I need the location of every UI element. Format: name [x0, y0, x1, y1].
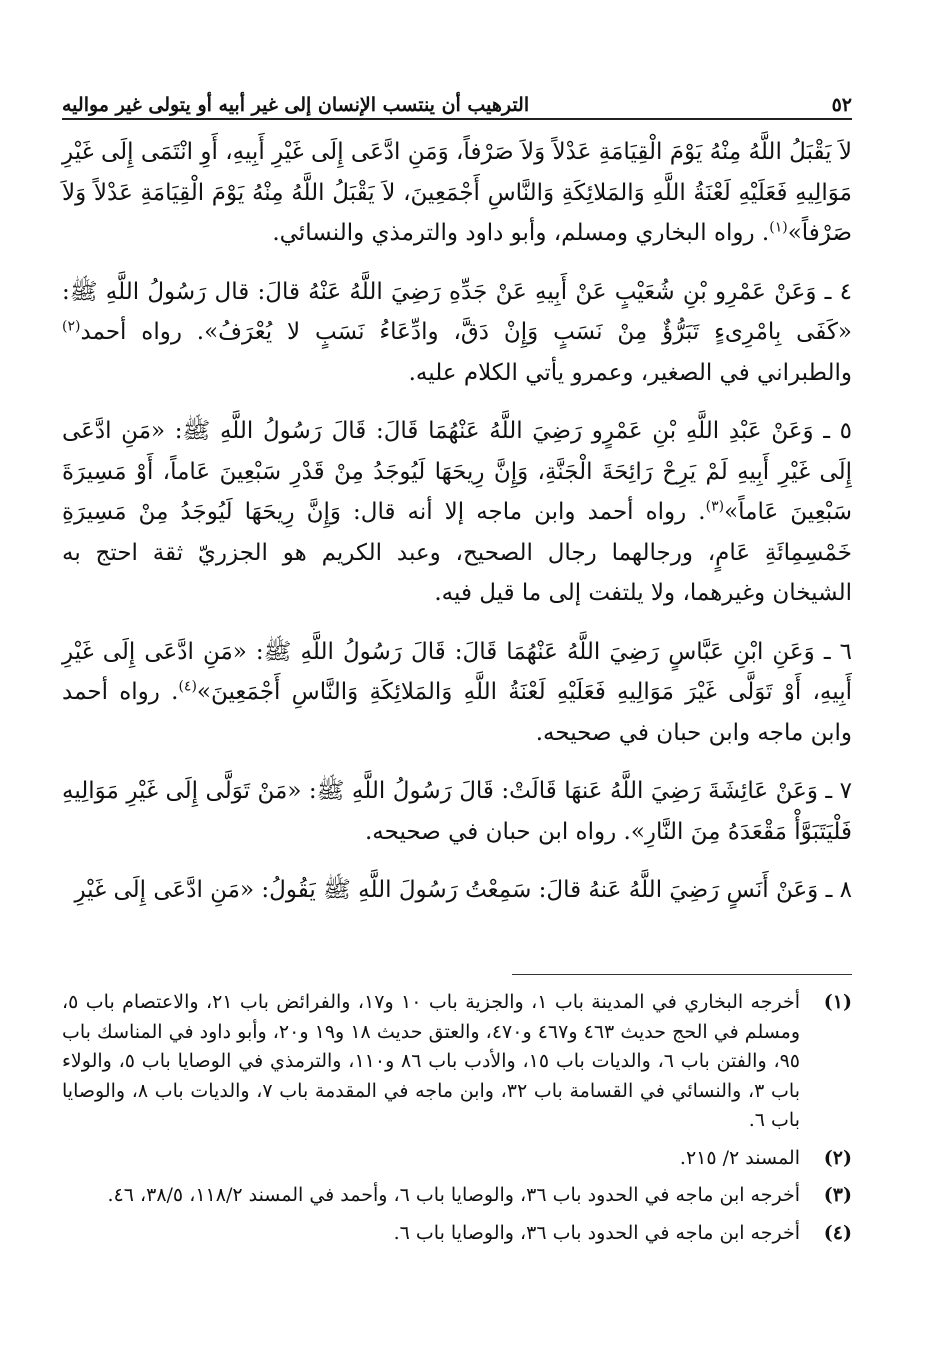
hadith-6: ٦ ـ وَعَنِ ابْنِ عَبَّاسٍ رَضِيَ اللَّهُ عَنْهُمَا قَالَ: قَالَ رَسُولُ اللَّهِ ﷺ: «مَنِ ادَّعَى إِلَى غَيْرِ أَبِيهِ، أَوْ تَوَلَّى غَيْرَ مَوَالِيهِ فَعَلَيْهِ لَعْنَةُ اللَّهِ وَالمَلائِكَةِ وَالنَّاسِ أَجْمَعِينَ»$^{(٤)}$. رواه أحمد وابن ماجه وابن حبان في صحيحه.	[62, 638, 852, 746]
footnote-2	[62, 1144, 852, 1174]
footnote-mark: (٢)	[823, 1146, 852, 1169]
running-title: الترهيب أن ينتسب الإنسان إلى غير أبيه أو يتولى غير مواليه	[62, 94, 530, 116]
page-number: ٥٢	[831, 94, 852, 116]
footnote-ref: (١)	[769, 219, 788, 236]
footnote-mark: (٤)	[823, 1221, 852, 1244]
paragraph-continuation: لاَ يَقْبَلُ اللَّهُ مِنْهُ يَوْمَ الْقِيَامَةِ عَدْلاً وَلاَ صَرْفاً، وَمَنِ ادَّعَى إِلَى غَيْرِ أَبِيهِ، أَوِ انْتَمَى إِلَى غَيْرِ مَوَالِيهِ فَعَلَيْهِ لَعْنَةُ اللَّهِ وَالمَلائِكَةِ وَالنَّاسِ أَجْمَعِينَ، لاَ يَقْبَلُ اللَّهُ مِنْهُ يَوْمَ الْقِيَامَةِ عَدْلاً وَلاَ صَرْفاً»$^{(١)}$. رواه البخاري ومسلم، وأبو داود والترمذي والنسائي.	[62, 139, 852, 246]
main-text	[62, 132, 852, 911]
hadith-5: ٥ ـ وَعَنْ عَبْدِ اللَّهِ بْنِ عَمْرٍو رَضِيَ اللَّهُ عَنْهُمَا قَالَ: قَالَ رَسُولُ اللَّهِ ﷺ: «مَنِ ادَّعَى إِلَى غَيْرِ أَبِيهِ لَمْ يَرِحْ رَائِحَةَ الْجَنَّةِ، وَإِنَّ رِيحَهَا لَيُوجَدُ مِنْ قَدْرِ سَبْعِينَ عَاماً، أَوْ مَسِيرَةَ سَبْعِينَ عَاماً»$^{(٣)}$. رواه أحمد وابن ماجه إلا أنه قال: وَإِنَّ رِيحَهَا لَيُوجَدُ مِنْ مَسِيرَةِ خَمْسِمِائَةِ عَامٍ، ورجالهما رجال الصحيح، وعبد الكريم هو الجزريّ ثقة احتج به الشيخان وغيرهما، ولا يلتفت إلى ما قيل فيه.	[62, 418, 853, 606]
page-header	[62, 78, 852, 120]
footnote-text: أخرجه ابن ماجه في الحدود باب ٣٦، والوصايا باب ٦.	[393, 1221, 800, 1244]
footnote-1	[62, 988, 852, 1136]
footnote-ref: (٢)	[62, 318, 81, 335]
footnote-ref: (٣)	[705, 498, 725, 515]
footnote-3	[62, 1181, 852, 1211]
footnote-4	[62, 1219, 852, 1249]
footnote-text: المسند ٢/ ٢١٥.	[679, 1146, 800, 1169]
footnote-divider	[512, 974, 852, 975]
footnote-mark: (١)	[823, 991, 852, 1013]
hadith-8: ٨ ـ وَعَنْ أَنَسٍ رَضِيَ اللَّهُ عَنهُ قالَ: سَمِعْتُ رَسُولَ اللَّهِ ﷺ يَقُولُ: «مَنِ ادَّعَى إِلَى غَيْرِ	[74, 877, 852, 903]
footnotes	[62, 988, 852, 1256]
book-page	[62, 78, 852, 1318]
footnote-mark: (٣)	[823, 1184, 852, 1206]
footnote-text: أخرجه ابن ماجه في الحدود باب ٣٦، والوصايا باب ٦، وأحمد في المسند ١١٨/٢، ٣٨/٥، ٤٦.	[107, 1184, 800, 1206]
hadith-7: ٧ ـ وَعَنْ عَائِشَةَ رَضِيَ اللَّهُ عَنهَا قَالَتْ: قَالَ رَسُولُ اللَّهِ ﷺ: «مَنْ تَوَلَّى إِلَى غَيْرِ مَوَالِيهِ فَلْيَتَبَوَّأْ مَقْعَدَهُ مِنَ النَّارِ». رواه ابن حبان في صحيحه.	[62, 778, 852, 845]
footnote-ref: (٤)	[178, 678, 197, 695]
hadith-4: ٤ ـ وَعَنْ عَمْرِو بْنِ شُعَيْبٍ عَنْ أَبِيهِ عَنْ جَدِّهِ رَضِيَ اللَّهُ عَنْهُ قالَ: قال رَسُولُ اللَّهِ ﷺ: «كَفَى بِامْرِىءٍ تَبَرُّؤٌ مِنْ نَسَبٍ وَإِنْ دَقَّ، وادِّعَاءُ نَسَبٍ لا يُعْرَفُ». رواه أحمد$^{(٢)}$ والطبراني في الصغير، وعمرو يأتي الكلام عليه.	[62, 278, 852, 386]
footnote-text: أخرجه البخاري في المدينة باب ١، والجزية باب ١٠ و١٧، والفرائض باب ٢١، والاعتصام باب ٥، ومسلم في الحج حديث ٤٦٣ و٤٦٧ و٤٧٠، والعتق حديث ١٨ و١٩ و٢٠، وأبو داود في المناسك باب ٩٥، والفتن باب ٦، والديات باب ١٥، والأدب باب ٨٦ و١١٠، والترمذي في الوصايا باب ٥، والولاء باب ٣، والنسائي في القسامة باب ٣٢، وابن ماجه في المقدمة باب ٧، والديات باب ٨، والوصايا باب ٦.	[62, 991, 801, 1131]
